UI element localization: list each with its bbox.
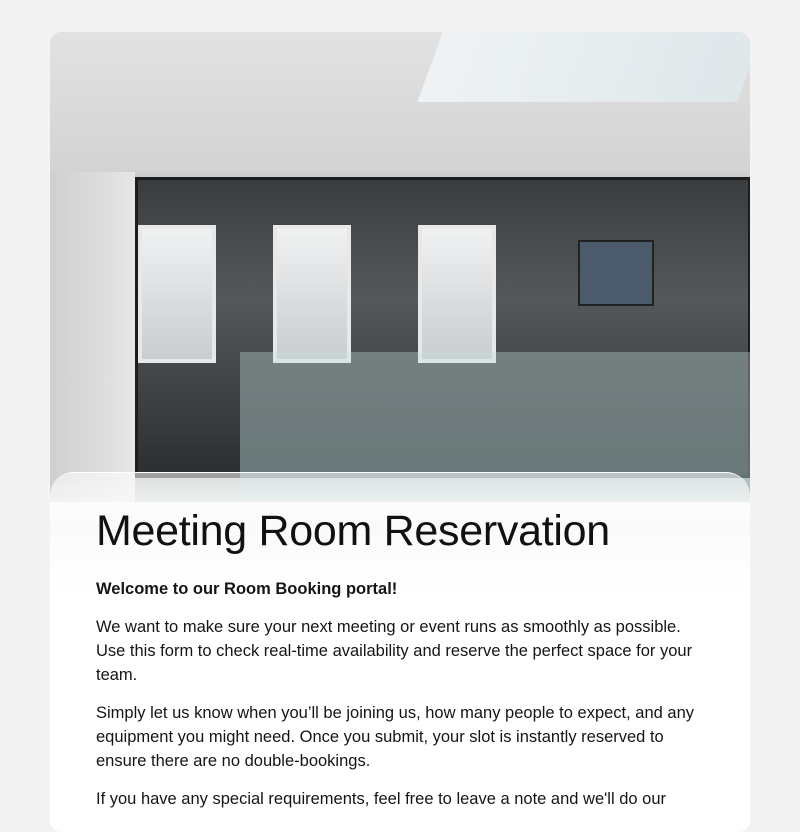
skylight [417,32,750,102]
intro-text [96,577,708,825]
wall [50,172,135,502]
window [273,225,351,363]
page-title: Meeting Room Reservation [96,507,610,555]
window [138,225,216,363]
paragraph: If you have any special requirements, feel free to leave a note and we'll do our [96,790,666,808]
content-panel [50,472,750,832]
meeting-room-photo [50,32,750,502]
paragraph: We want to make sure your next meeting or event runs as smoothly as possible. Use this form to check real-time availability and reserve the perfect space for your team. [96,618,693,684]
paragraph: Simply let us know when you’ll be joining us, how many people to expect, and any equipment you might need. Once you submit, your slot is instantly reserved to ensure there are no double-bookings. [96,704,695,770]
wall-screen [578,240,654,306]
window [418,225,496,363]
booking-card [50,32,750,832]
welcome-heading: Welcome to our Room Booking portal! [96,580,398,598]
